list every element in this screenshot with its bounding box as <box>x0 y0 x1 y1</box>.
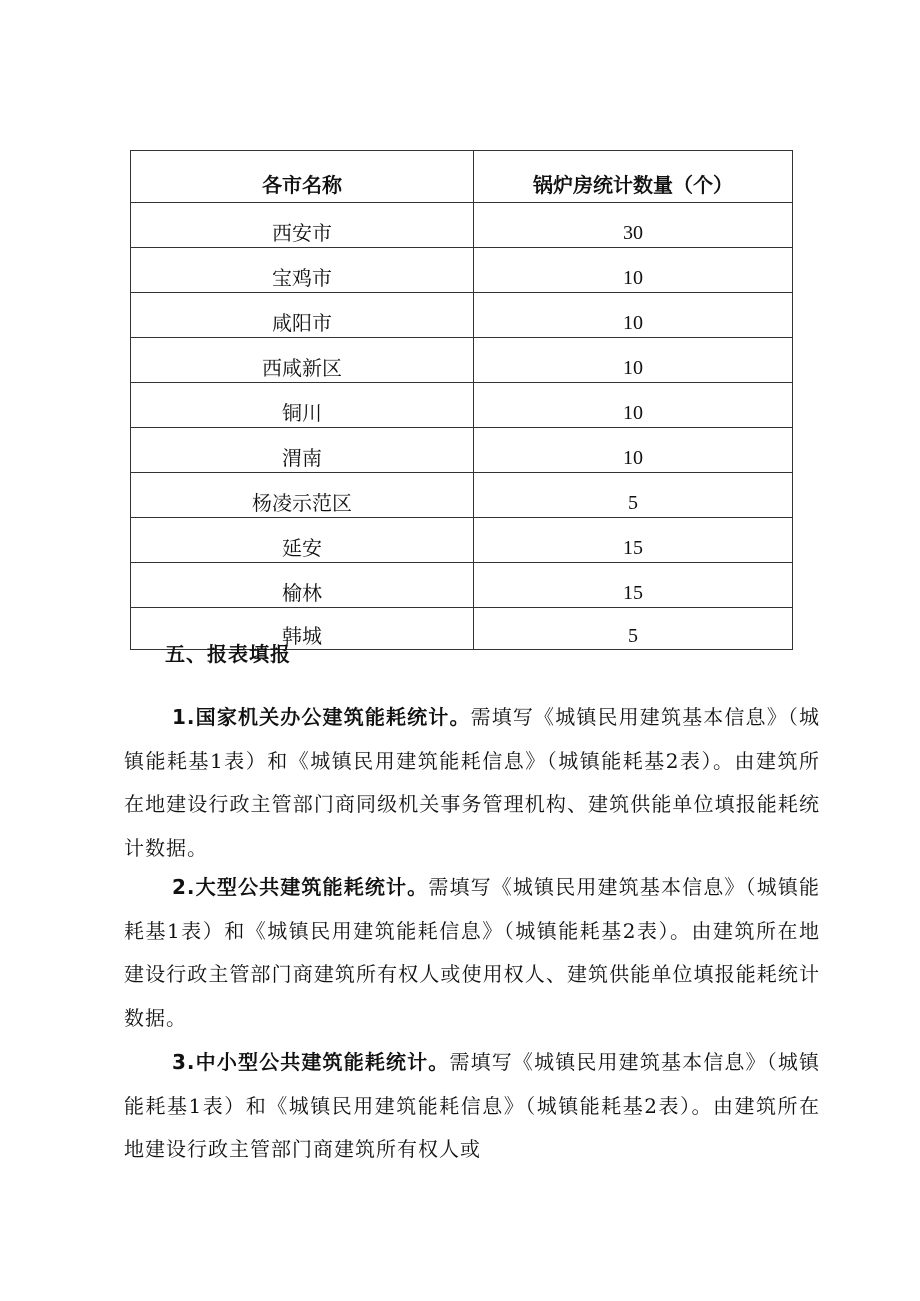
count-cell: 10 <box>474 338 793 383</box>
table-row <box>131 473 793 518</box>
item-2-body: 需填写《城镇民用建筑基本信息》（城镇能耗基1表）和《城镇民用建筑能耗信息》（城镇能耗基2表）。由建筑所在地建设行政主管部门商建筑所有权人或使用权人、建筑供能单位填报能耗统计数据。 <box>124 875 821 1030</box>
paragraph-item-1 <box>124 696 820 870</box>
city-cell: 咸阳市 <box>131 293 474 338</box>
table-row <box>131 338 793 383</box>
count-cell: 5 <box>474 473 793 518</box>
item-1-body: 需填写《城镇民用建筑基本信息》（城镇能耗基1表）和《城镇民用建筑能耗信息》（城镇能耗基2表）。由建筑所在地建设行政主管部门商同级机关事务管理机构、建筑供能单位填报能耗统计数据。 <box>124 705 821 860</box>
table-row <box>131 518 793 563</box>
section-heading: 五、报表填报 <box>165 642 291 666</box>
item-2-title: 2.大型公共建筑能耗统计。 <box>172 875 429 899</box>
city-cell: 延安 <box>131 518 474 563</box>
count-cell: 15 <box>474 563 793 608</box>
table-row <box>131 248 793 293</box>
boiler-room-statistics-table <box>130 150 793 650</box>
header-boiler-count: 锅炉房统计数量（个） <box>474 151 793 203</box>
city-cell: 杨凌示范区 <box>131 473 474 518</box>
item-3-title: 3.中小型公共建筑能耗统计。 <box>172 1050 450 1074</box>
table-row <box>131 563 793 608</box>
table-row <box>131 293 793 338</box>
city-cell: 西安市 <box>131 203 474 248</box>
count-cell: 5 <box>474 608 793 650</box>
city-cell: 铜川 <box>131 383 474 428</box>
city-cell: 宝鸡市 <box>131 248 474 293</box>
city-cell: 榆林 <box>131 563 474 608</box>
paragraph-item-2 <box>124 866 820 1040</box>
header-city-name: 各市名称 <box>131 151 474 203</box>
table-row <box>131 383 793 428</box>
count-cell: 10 <box>474 248 793 293</box>
city-cell: 西咸新区 <box>131 338 474 383</box>
item-1-title: 1.国家机关办公建筑能耗统计。 <box>172 705 471 729</box>
count-cell: 10 <box>474 428 793 473</box>
paragraph-item-3 <box>124 1041 820 1172</box>
table-row <box>131 428 793 473</box>
table-row <box>131 203 793 248</box>
count-cell: 30 <box>474 203 793 248</box>
count-cell: 15 <box>474 518 793 563</box>
count-cell: 10 <box>474 293 793 338</box>
item-3-body: 需填写《城镇民用建筑基本信息》（城镇能耗基1表）和《城镇民用建筑能耗信息》（城镇能耗基2表）。由建筑所在地建设行政主管部门商建筑所有权人或 <box>124 1050 821 1161</box>
count-cell: 10 <box>474 383 793 428</box>
city-cell: 韩城 <box>131 608 474 650</box>
city-cell: 渭南 <box>131 428 474 473</box>
table-header-row <box>131 151 793 203</box>
